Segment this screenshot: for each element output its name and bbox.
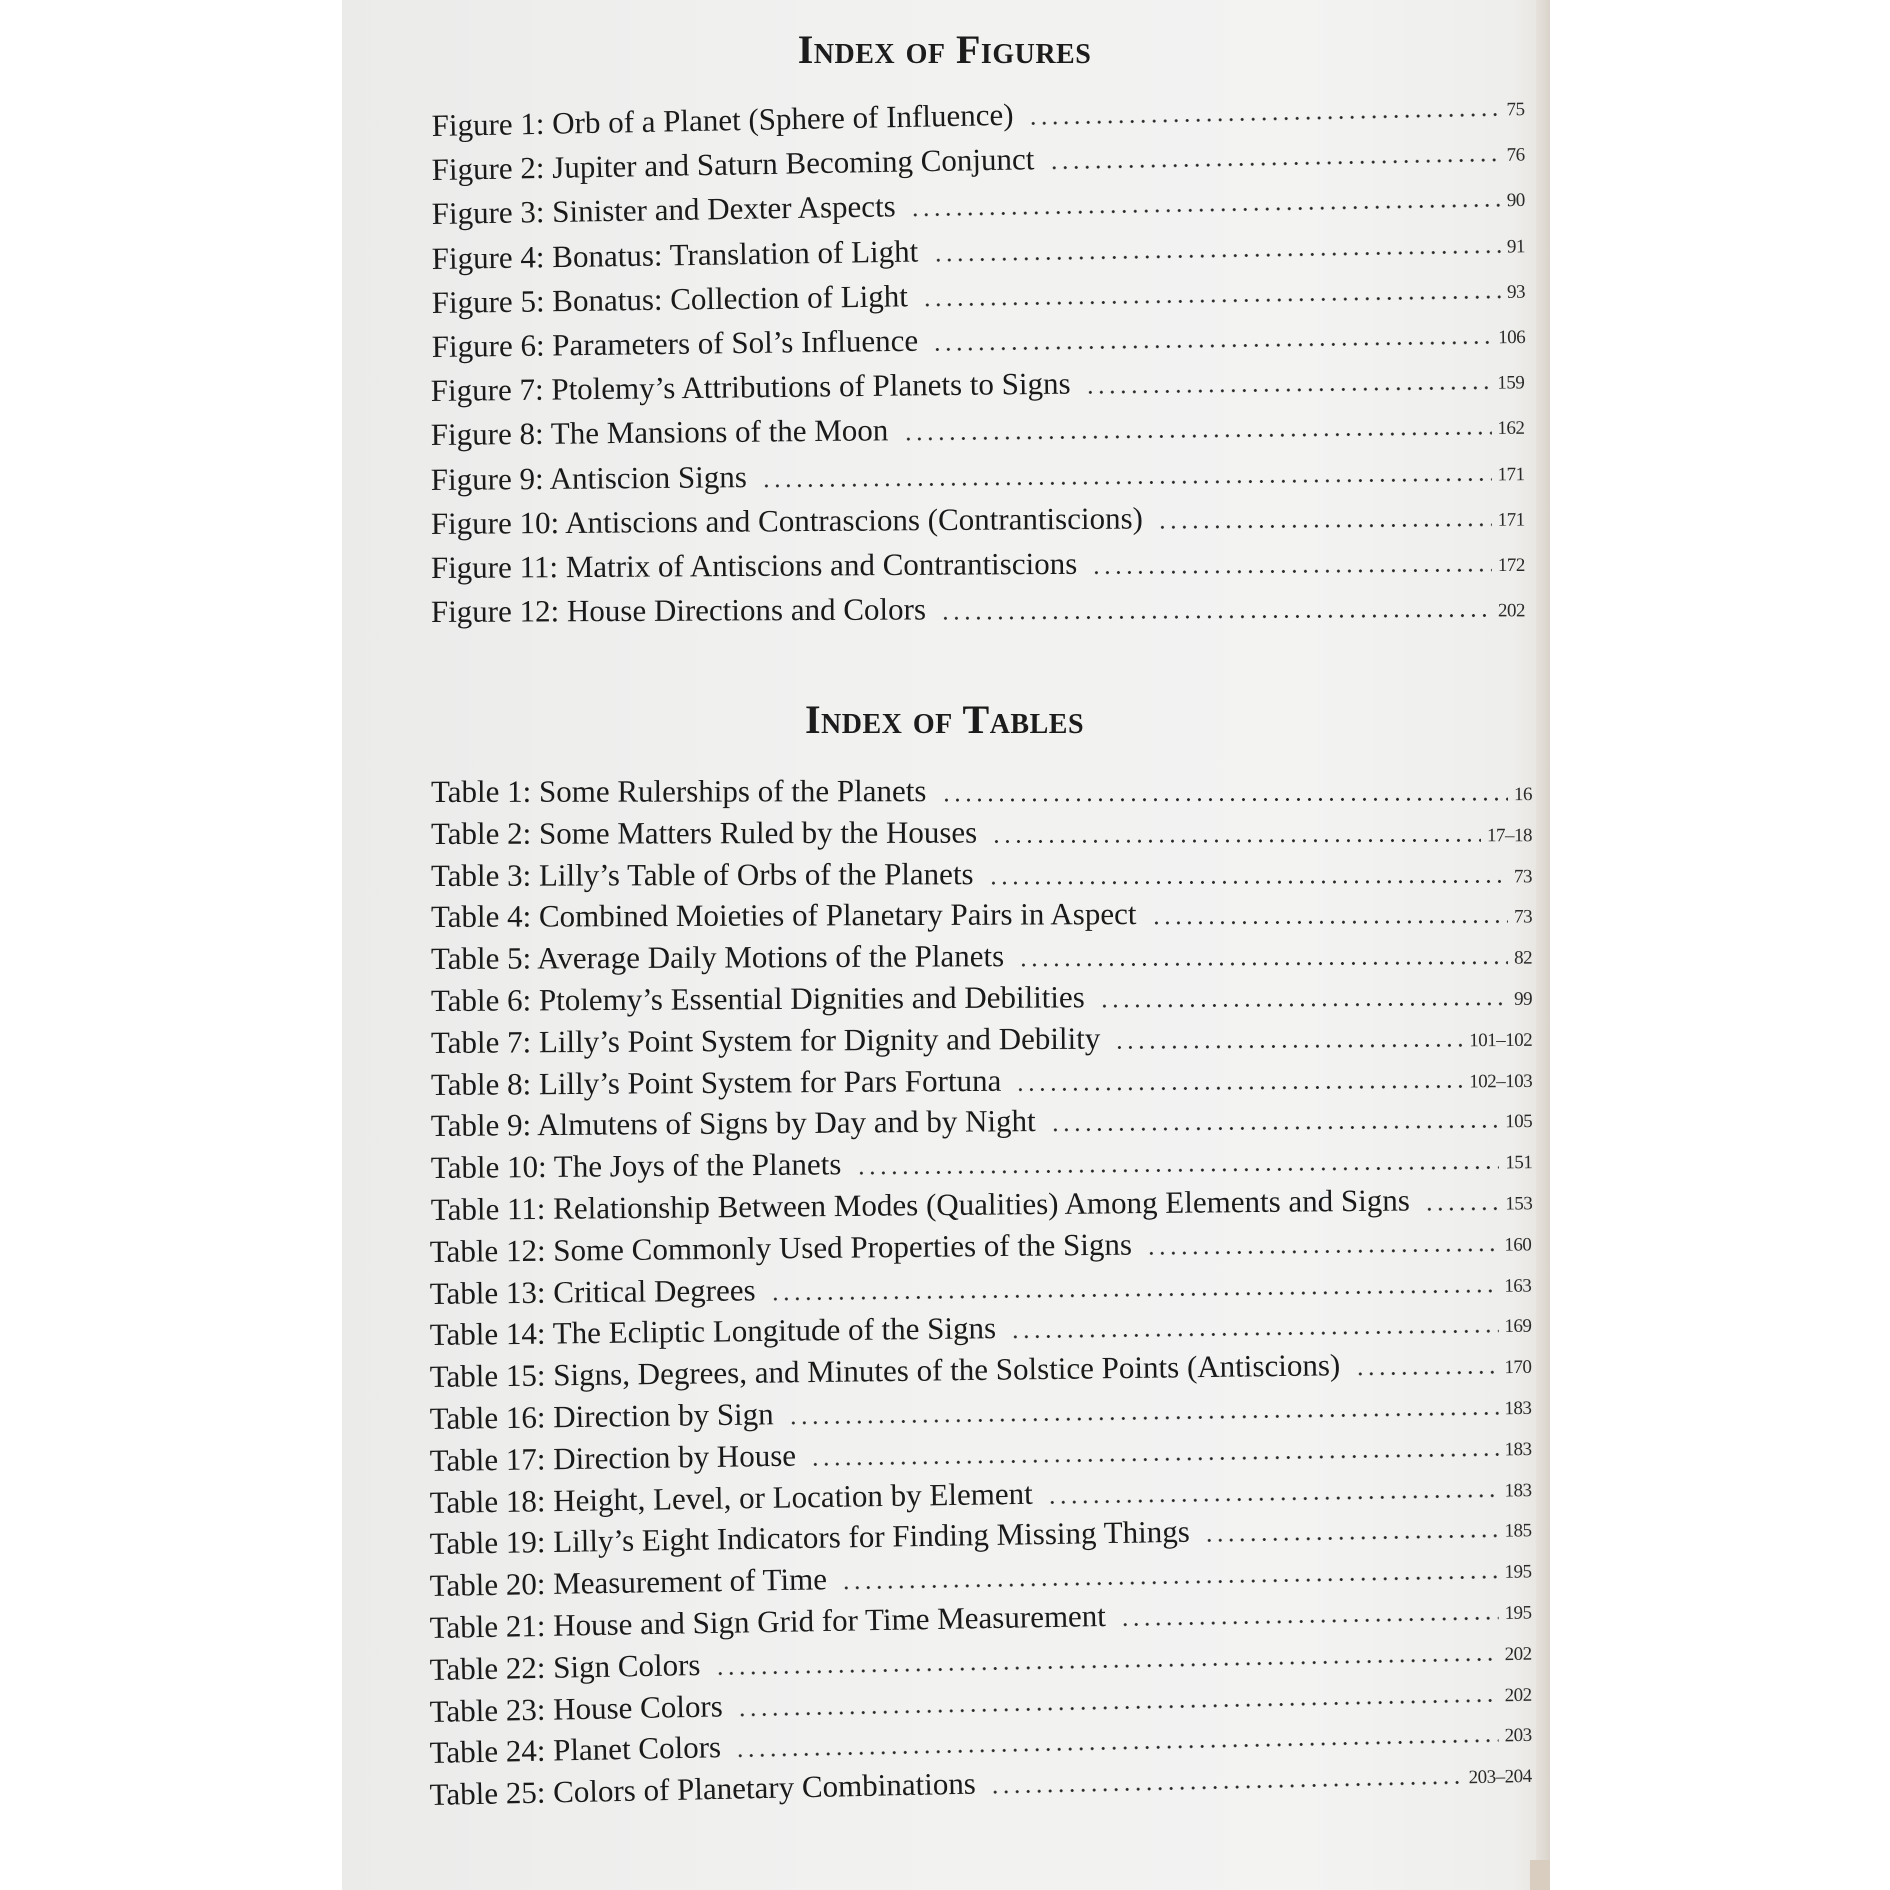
- entry-page-number: 99: [1513, 988, 1532, 1010]
- dot-leader: [988, 879, 1508, 885]
- table-entry: [430, 1263, 1532, 1311]
- table-entry: [430, 1181, 1532, 1228]
- table-entry: [430, 1018, 1532, 1061]
- dot-leader: [788, 1411, 1499, 1425]
- entry-label: Figure 6: Parameters of Sol’s Influence: [431, 322, 918, 365]
- dot-leader: [737, 1698, 1499, 1717]
- entry-page-number: 202: [1497, 600, 1525, 622]
- entry-label: Table 23: House Colors: [429, 1687, 723, 1729]
- entry-label: Table 5: Average Daily Motions of the Planets: [430, 938, 1005, 977]
- dot-leader: [1204, 1534, 1499, 1543]
- entry-page-number: 73: [1513, 865, 1532, 887]
- entry-page-number: 73: [1513, 906, 1532, 928]
- entry-page-number: 82: [1513, 947, 1532, 969]
- entry-page-number: 172: [1497, 554, 1525, 577]
- entry-page-number: 183: [1504, 1479, 1532, 1502]
- entry-page-number: 159: [1497, 372, 1525, 394]
- entry-page-number: 183: [1504, 1438, 1532, 1461]
- dot-leader: [1120, 1616, 1499, 1627]
- entry-label: Figure 3: Sinister and Dexter Aspects: [431, 188, 896, 232]
- entry-label: Figure 4: Bonatus: Translation of Light: [431, 233, 919, 276]
- entry-page-number: 106: [1497, 326, 1525, 349]
- entry-label: Figure 11: Matrix of Antiscions and Contrantiscions: [430, 545, 1078, 585]
- dot-leader: [855, 1166, 1499, 1176]
- entry-label: Table 9: Almutens of Signs by Day and by Night: [430, 1103, 1036, 1144]
- entry-label: Figure 12: House Directions and Colors: [430, 591, 926, 630]
- entry-page-number: 101–102: [1468, 1029, 1532, 1052]
- figures-index-heading: Index of Figures: [797, 27, 1092, 72]
- entry-page-number: 102–103: [1468, 1070, 1532, 1092]
- dot-leader: [735, 1739, 1499, 1758]
- dot-leader: [1049, 1125, 1499, 1133]
- entry-page-number: 151: [1504, 1152, 1532, 1174]
- entry-label: Table 16: Direction by Sign: [429, 1396, 775, 1437]
- entry-page-number: 183: [1504, 1397, 1532, 1420]
- entry-label: Figure 5: Bonatus: Collection of Light: [431, 278, 908, 320]
- dot-leader: [1114, 1043, 1463, 1049]
- entry-page-number: 160: [1504, 1234, 1532, 1256]
- entry-page-number: 76: [1506, 144, 1525, 166]
- entry-label: Table 7: Lilly’s Point System for Dignity and Debility: [430, 1020, 1101, 1060]
- dot-leader: [1146, 1248, 1498, 1256]
- entry-page-number: 185: [1504, 1520, 1532, 1543]
- table-entry: [430, 1059, 1532, 1103]
- entry-page-number: 195: [1504, 1561, 1532, 1583]
- entry-label: Table 25: Colors of Planetary Combinations: [429, 1765, 976, 1813]
- entry-label: Table 2: Some Matters Ruled by the Houses: [430, 814, 978, 851]
- dot-leader: [1018, 961, 1508, 967]
- entry-label: Table 11: Relationship Between Modes (Qualities) Among Elements and Signs: [430, 1182, 1410, 1227]
- entry-label: Table 24: Planet Colors: [429, 1729, 722, 1771]
- dot-leader: [841, 1575, 1499, 1590]
- entry-page-number: 162: [1497, 418, 1525, 440]
- dot-leader: [1047, 1493, 1499, 1504]
- entry-label: Table 21: House and Sign Grid for Time Measurement: [429, 1598, 1107, 1646]
- entry-label: Figure 9: Antiscion Signs: [430, 458, 748, 497]
- entry-page-number: 163: [1504, 1275, 1532, 1297]
- entry-page-number: 171: [1497, 509, 1525, 531]
- dot-leader: [991, 838, 1481, 843]
- entry-label: Table 14: The Ecliptic Longitude of the Signs: [429, 1310, 997, 1353]
- entry-page-number: 17–18: [1486, 824, 1532, 847]
- entry-label: Figure 1: Orb of a Planet (Sphere of Influence): [431, 96, 1014, 144]
- entry-label: Table 15: Signs, Degrees, and Minutes of the Solstice Points (Antiscions): [429, 1347, 1341, 1395]
- entry-page-number: 171: [1497, 463, 1525, 485]
- table-entry: [431, 854, 1532, 894]
- entry-label: Table 18: Height, Level, or Location by Element: [429, 1475, 1034, 1520]
- entry-page-number: 195: [1504, 1602, 1532, 1624]
- entry-label: Table 13: Critical Degrees: [429, 1271, 757, 1311]
- entry-label: Table 3: Lilly’s Table of Orbs of the Planets: [430, 855, 974, 893]
- entry-page-number: 105: [1504, 1111, 1532, 1133]
- entry-label: Table 17: Direction by House: [429, 1437, 797, 1478]
- table-entry: [431, 772, 1532, 810]
- table-entry: [430, 1140, 1532, 1186]
- dot-leader: [810, 1452, 1498, 1466]
- dot-leader: [1015, 1084, 1463, 1091]
- table-entry: [431, 895, 1532, 936]
- entry-label: Table 8: Lilly’s Point System for Pars Fortuna: [430, 1062, 1002, 1102]
- entry-label: Table 20: Measurement of Time: [429, 1561, 828, 1604]
- entry-page-number: 93: [1506, 281, 1525, 303]
- entry-label: Table 12: Some Commonly Used Properties of the Signs: [430, 1226, 1133, 1269]
- entry-label: Table 6: Ptolemy’s Essential Dignities and Debilities: [430, 979, 1085, 1018]
- entry-page-number: 170: [1504, 1356, 1532, 1379]
- dot-leader: [990, 1781, 1463, 1795]
- entry-label: Figure 10: Antiscions and Contrascions (Contrantiscions): [430, 500, 1144, 541]
- table-entry: [430, 1222, 1532, 1270]
- entry-label: Table 4: Combined Moieties of Planetary Pairs in Aspect: [430, 896, 1137, 935]
- entry-page-number: 90: [1506, 190, 1525, 212]
- dot-leader: [1423, 1207, 1498, 1212]
- entry-page-number: 203–204: [1468, 1766, 1532, 1789]
- entry-label: Table 22: Sign Colors: [429, 1646, 701, 1687]
- entry-page-number: 202: [1504, 1643, 1532, 1665]
- table-entry: [431, 813, 1532, 852]
- table-entry: [431, 977, 1532, 1019]
- entry-page-number: 16: [1513, 784, 1532, 806]
- entry-page-number: 153: [1504, 1193, 1532, 1215]
- dot-leader: [1355, 1370, 1499, 1376]
- table-entry: [431, 936, 1532, 977]
- entry-page-number: 203: [1504, 1725, 1532, 1747]
- entry-label: Table 1: Some Rulerships of the Planets: [430, 773, 927, 809]
- dot-leader: [714, 1657, 1498, 1676]
- table-entry: [430, 1099, 1532, 1144]
- entry-label: Table 19: Lilly’s Eight Indicators for Finding Missing Things: [429, 1514, 1191, 1562]
- dot-leader: [770, 1288, 1499, 1300]
- dot-leader: [1011, 1329, 1499, 1339]
- entry-label: Figure 2: Jupiter and Saturn Becoming Conjunct: [431, 141, 1035, 188]
- entry-page-number: 75: [1506, 99, 1525, 121]
- entry-page-number: 169: [1504, 1316, 1532, 1338]
- entry-page-number: 202: [1504, 1684, 1532, 1706]
- dot-leader: [940, 797, 1508, 802]
- dot-leader: [1150, 920, 1508, 925]
- entry-page-number: 91: [1506, 235, 1525, 258]
- dot-leader: [1099, 1002, 1508, 1008]
- tables-index-heading: Index of Tables: [804, 697, 1085, 742]
- entry-label: Figure 7: Ptolemy’s Attributions of Planets to Signs: [430, 365, 1072, 409]
- entry-label: Figure 8: The Mansions of the Moon: [430, 412, 889, 453]
- entry-label: Table 10: The Joys of the Planets: [430, 1146, 842, 1186]
